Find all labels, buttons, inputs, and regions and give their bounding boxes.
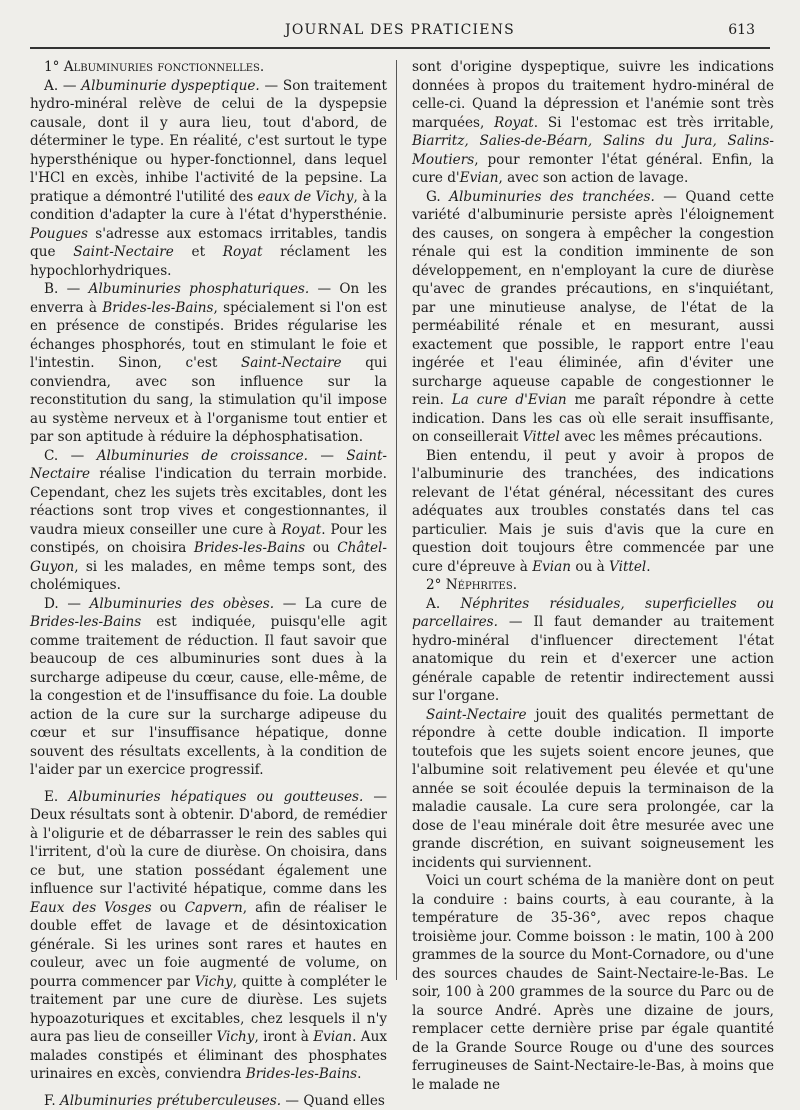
text-run: Albuminuries des tranchées. — [449, 189, 655, 205]
text-run: Albuminuries hépatiques ou goutteuses. — [68, 789, 363, 805]
paragraph-hepatic — [30, 788, 387, 1084]
text-run: , à la condition d'adapter la cure à l'état d'hypersthénie. — [30, 189, 387, 224]
text-run: — Il faut demander au traitement hydro-minéral d'influencer directement l'état anatomique du rein et d'exercer une action générale capable de retentir indirectement aussi sur l'organe. — [412, 614, 774, 704]
text-run: s'adresse aux estomacs irritables, tandis que — [30, 226, 387, 261]
text-run: E. — [44, 789, 68, 805]
section-heading-nephritis — [412, 576, 774, 595]
column-divider — [396, 60, 397, 980]
text-run: — Son traitement hydro-minéral relève de celui de la dyspepsie causale, dont il y aura lieu, tout d'abord, de déterminer le type. En réalité, c'est surtout le type hypersthénique ou hyper-fonctionnel, dans lequel l'HCl en excès, inhibe l'activité de la pepsine. La pratique a démontré l'utilité des — [30, 78, 387, 205]
text-run: eaux de Vichy — [258, 189, 354, 205]
text-run: , quitte à compléter le traitement par une cure de diurèse. Les sujets hypoazoturiques et excitables, chez lesquels il n'y aura pas lieu de conseiller — [30, 974, 387, 1046]
text-run: Pougues — [30, 226, 88, 242]
text-run: B. — — [44, 281, 89, 297]
paragraph-pretuberculous — [30, 1092, 387, 1110]
text-run: ou — [305, 540, 337, 556]
text-run: sont d'origine dyspeptique, suivre les indications données à propos du traitement hydro-minéral de celle-ci. Quand la dépression et l'anémie sont très marquées, — [412, 59, 774, 131]
paragraph-obese — [30, 595, 387, 780]
text-run: Capvern — [185, 900, 243, 916]
text-run: Albuminuries prétuberculeuses. — [60, 1093, 281, 1109]
text-run: — — [308, 448, 346, 464]
text-run: G. — [426, 189, 449, 205]
text-run: Brides-les-Bains — [194, 540, 305, 556]
paragraph-dyspeptic — [30, 77, 387, 281]
text-run: Royat — [494, 115, 534, 131]
text-run: , si les malades, en même temps sont, des cholémiques. — [30, 559, 387, 594]
journal-title: JOURNAL DES PRATICIENS — [0, 22, 800, 38]
text-run: Royat — [223, 244, 263, 260]
left-column — [30, 58, 387, 1110]
text-run: La cure d'Evian — [452, 392, 567, 408]
text-run: Albuminurie dyspeptique. — [81, 78, 259, 94]
text-run: , spécialement si l'on est en présence de constipés. Brides régularise les échanges phosphorés, tout en stimulant le foie et l'intestin. Sinon, c'est — [30, 300, 387, 372]
text-run: , iront à — [254, 1029, 313, 1045]
text-run: Saint-Nectaire — [241, 355, 342, 371]
text-run: Brides-les-Bains — [30, 614, 141, 630]
text-run: est indiquée, puisqu'elle agit comme traitement de réduction. Il faut savoir que beaucoup de ces albuminuries sont dues à la surcharge adipeuse du cœur, cause, elle-même, de la congestion et de l'insuffisance du foie. La double action de la cure sur la surcharge adipeuse du cœur et sur l'insuffisance hépatique, donne souvent des résultats excellents, à la condition de l'aider par un exercice progressif. — [30, 614, 387, 778]
text-run: Vittel — [523, 429, 560, 445]
text-run: Saint-Nectaire — [426, 707, 527, 723]
paragraph-residual-nephritis — [412, 595, 774, 706]
text-run: 1° Albuminuries fonctionnelles. — [44, 59, 264, 75]
text-run: Vittel — [609, 559, 646, 575]
text-run: ou à — [571, 559, 609, 575]
text-run: ou — [152, 900, 185, 916]
text-run: . Aux malades constipés et éliminant des phosphates urinaires en excès, conviendra — [30, 1029, 387, 1082]
paragraph-growth — [30, 447, 387, 595]
text-run: , afin de réaliser le double effet de lavage et de désintoxication générale. Si les urines sont rares et hautes en couleur, avec un foie augmenté de volume, on pourra commencer par — [30, 900, 387, 990]
paragraph-treatment-schema — [412, 872, 774, 1094]
page-header — [0, 0, 800, 44]
text-run: , avec son action de lavage. — [498, 170, 688, 186]
text-run: — Quand elles — [281, 1093, 385, 1109]
text-run: C. — — [44, 448, 97, 464]
text-run: Saint-Nectaire — [73, 244, 174, 260]
text-run: Brides-les-Bains — [102, 300, 213, 316]
text-run: — On les enverra à — [30, 281, 387, 316]
text-run: me paraît répondre à cette indication. Dans les cas où elle serait insuffisante, on conseillerait — [412, 392, 774, 445]
text-run: Saint-Nectaire — [30, 448, 387, 483]
paragraph-phosphaturic — [30, 280, 387, 447]
text-run: et — [174, 244, 223, 260]
paragraph-general-state — [412, 447, 774, 577]
text-run: réclament les hypochlorhydriques. — [30, 244, 387, 279]
text-run: Biarritz, Salies-de-Béarn, Salins du Jura, Salins-Moutiers — [412, 133, 774, 168]
text-run: — La cure de — [274, 596, 387, 612]
right-column — [412, 58, 774, 1094]
text-run: A. — [426, 596, 460, 612]
text-run: Albuminuries phosphaturiques. — [89, 281, 310, 297]
text-run: Voici un court schéma de la manière dont on peut la conduire : bains courts, à eau courante, à la température de 35-36°, avec repos chaque troisième jour. Comme boisson : le matin, 100 à 200 grammes de la source du Mont-Cornadore, ou d'une des sources chaudes de Saint-Nectaire-le-Bas. Le soir, 100 à 200 grammes de la source du Parc ou de la source André. Après une dizaine de jours, remplacer cette dernière prise par égale quantité de la Grande Source Rouge ou d'une des sources ferrugineuses de Saint-Nectaire-le-Bas, à moins que le malade ne — [412, 873, 774, 1093]
text-run: . Si l'estomac est très irritable, — [534, 115, 774, 131]
text-run: Albuminuries des obèses. — [90, 596, 274, 612]
header-rule — [30, 47, 770, 49]
paragraph-trenches — [412, 188, 774, 447]
text-run: . — [357, 1066, 361, 1082]
text-run: Vichy — [195, 974, 233, 990]
text-run: . — [646, 559, 650, 575]
text-run: 2° Néphrites. — [426, 577, 517, 593]
text-run: — Deux résultats sont à obtenir. D'abord, de remédier à l'oligurie et de débarrasser le rein des sables qui l'irritent, d'où la cure de diurèse. On choisira, dans ce but, une station possédant également une influence sur l'activité hépatique, comme dans les — [30, 789, 387, 898]
text-run: qui conviendra, avec son influence sur la reconstitution du sang, la stimulation qu'il impose au système nerveux et à l'organisme tout entier et par son aptitude à réduire la déphosphatisation. — [30, 355, 387, 445]
text-run: D. — — [44, 596, 90, 612]
text-run: Royat — [282, 522, 322, 538]
text-run: Brides-les-Bains — [246, 1066, 357, 1082]
section-heading-functional — [30, 58, 387, 77]
text-run: jouit des qualités permettant de répondre à cette double indication. Il importe toutefois que les sujets soient encore jeunes, que l'albumine soit relativement peu élevée et qu'une année se soit écoulée depuis la terminaison de la maladie causale. La cure sera prolongée, car la dose de l'eau minérale doit être mesurée avec une grande discrétion, en suivant soigneusement les incidents qui surviennent. — [412, 707, 774, 871]
text-run: F. — [44, 1093, 60, 1109]
text-run: Bien entendu, il peut y avoir à propos de l'albuminurie des tranchées, des indications relevant de l'état général, nécessitant des cures adéquates aux troubles constatés dans tel cas particulier. Mais je suis d'avis que la cure en question doit toujours être commencée par une cure d'épreuve à — [412, 448, 774, 575]
text-run: . Pour les constipés, on choisira — [30, 522, 387, 557]
paragraph-saint-nectaire — [412, 706, 774, 873]
page-number: 613 — [728, 22, 755, 38]
text-run: Néphrites résiduales, superficielles ou parcellaires. — [412, 596, 774, 631]
text-run: Evian — [532, 559, 571, 575]
text-run: réalise l'indication du terrain morbide. Cependant, chez les sujets très excitables, dont les réactions sont trop vives et congestionnantes, il vaudra mieux conseiller une cure à — [30, 466, 387, 538]
text-run: Evian — [313, 1029, 352, 1045]
text-run: Evian — [460, 170, 499, 186]
text-run: Albuminuries de croissance. — [97, 448, 308, 464]
paragraph-pretuberculous-cont — [412, 58, 774, 188]
text-run: Eaux des Vosges — [30, 900, 152, 916]
text-run: avec les mêmes précautions. — [560, 429, 763, 445]
text-run: Châtel-Guyon — [30, 540, 387, 575]
text-run: Vichy — [216, 1029, 254, 1045]
text-run: — Quand cette variété d'albuminurie persiste après l'éloignement des causes, on songera à empêcher la congestion rénale qui est la condition imminente de son développement, en n'employant la cure de diurèse qu'avec de grandes précautions, en s'inquiétant, par une minutieuse analyse, de l'état de la perméabilité rénale et en mesurant, aussi exactement que possible, le rapport entre l'eau ingérée et l'eau éliminée, afin d'éviter une surcharge aqueuse capable de congestionner le rein. — [412, 189, 774, 409]
text-run: A. — — [44, 78, 81, 94]
text-run: , pour remonter l'état général. Enfin, la cure d' — [412, 152, 774, 187]
